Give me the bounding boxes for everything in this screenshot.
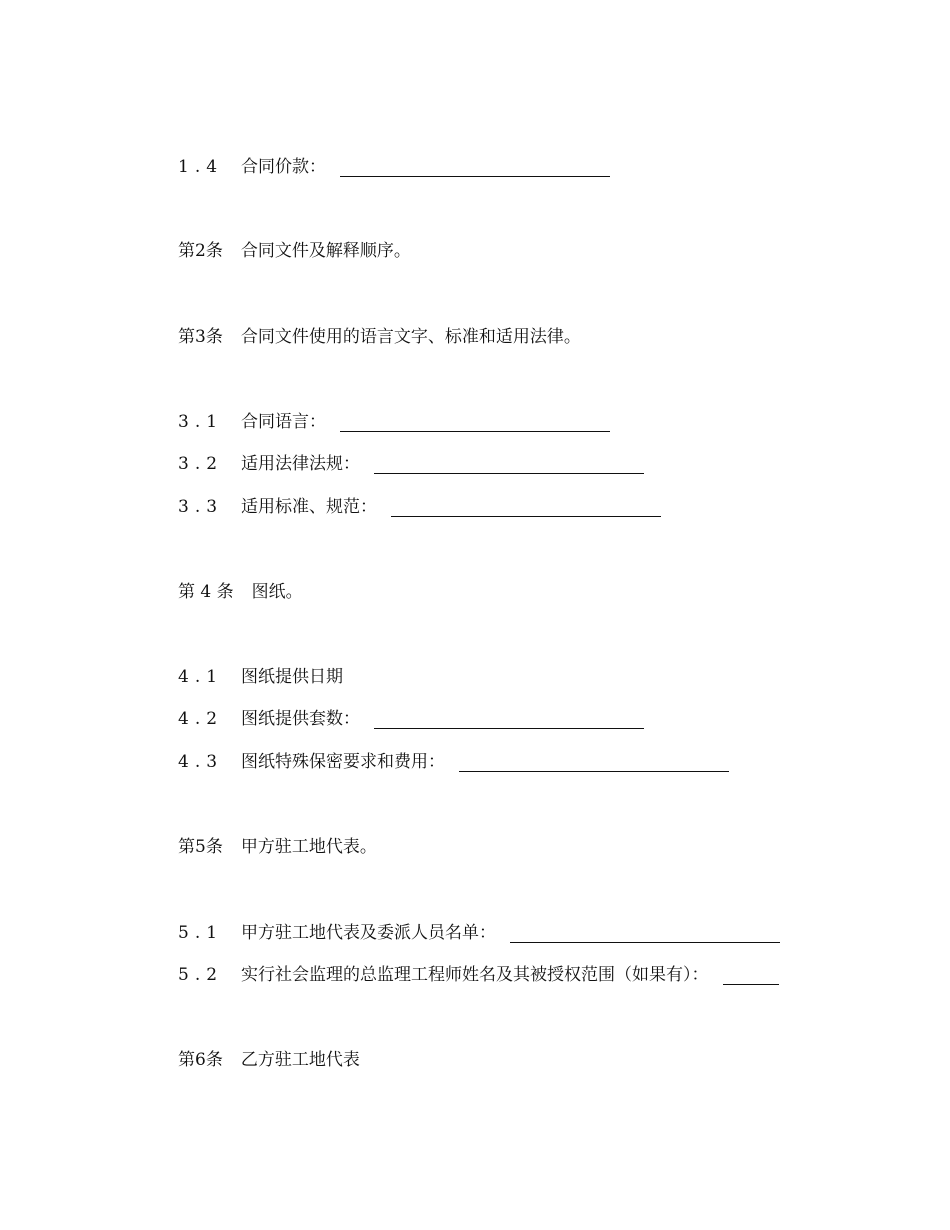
clause-1-4: [178, 156, 610, 178]
fill-in-blank-line: [374, 472, 644, 474]
article-number: 第2条: [178, 241, 223, 261]
clause-label: 合同语言：: [241, 412, 327, 432]
article-title: 合同文件及解释顺序。: [240, 241, 411, 261]
clause-4-1: [178, 666, 343, 688]
clause-number: 3.1: [178, 412, 224, 432]
clause-number: 5.2: [178, 965, 224, 985]
article-5-heading: [178, 836, 377, 858]
article-title: 甲方驻工地代表。: [240, 837, 377, 857]
article-title: 图纸。: [251, 582, 303, 602]
clause-number: 5.1: [178, 923, 224, 943]
clause-number: 1.4: [178, 157, 224, 177]
clause-3-3: [178, 496, 661, 518]
clause-label: 合同价款：: [241, 157, 327, 177]
fill-in-blank-line: [391, 515, 661, 517]
clause-number: 4.1: [178, 667, 224, 687]
article-number: 第3条: [178, 327, 223, 347]
clause-label: 图纸提供套数：: [241, 709, 361, 729]
clause-5-2: [178, 964, 779, 986]
fill-in-blank-line: [510, 941, 780, 943]
article-number: 第 4 条: [178, 582, 234, 602]
article-6-heading: [178, 1049, 360, 1071]
clause-number: 3.2: [178, 454, 224, 474]
article-4-heading: [178, 581, 303, 603]
clause-label: 甲方驻工地代表及委派人员名单：: [241, 923, 497, 943]
clause-number: 4.2: [178, 709, 224, 729]
article-title: 合同文件使用的语言文字、标准和适用法律。: [240, 327, 581, 347]
fill-in-blank-line: [340, 175, 610, 177]
clause-5-1: [178, 922, 780, 944]
clause-4-2: [178, 708, 644, 730]
clause-3-1: [178, 411, 610, 433]
clause-label: 适用法律法规：: [241, 454, 361, 474]
fill-in-blank-line: [340, 430, 610, 432]
article-3-heading: [178, 326, 581, 348]
clause-number: 3.3: [178, 497, 224, 517]
article-number: 第5条: [178, 837, 223, 857]
fill-in-blank-line: [459, 770, 729, 772]
clause-4-3: [178, 751, 729, 773]
clause-label: 图纸提供日期: [241, 667, 344, 687]
clause-number: 4.3: [178, 752, 224, 772]
clause-label: 图纸特殊保密要求和费用：: [241, 752, 446, 772]
clause-label: 实行社会监理的总监理工程师姓名及其被授权范围（如果有）：: [241, 965, 709, 985]
article-number: 第6条: [178, 1050, 223, 1070]
fill-in-blank-line: [723, 983, 779, 985]
article-title: 乙方驻工地代表: [240, 1050, 360, 1070]
clause-3-2: [178, 453, 644, 475]
clause-label: 适用标准、规范：: [241, 497, 378, 517]
article-2-heading: [178, 240, 411, 262]
fill-in-blank-line: [374, 727, 644, 729]
